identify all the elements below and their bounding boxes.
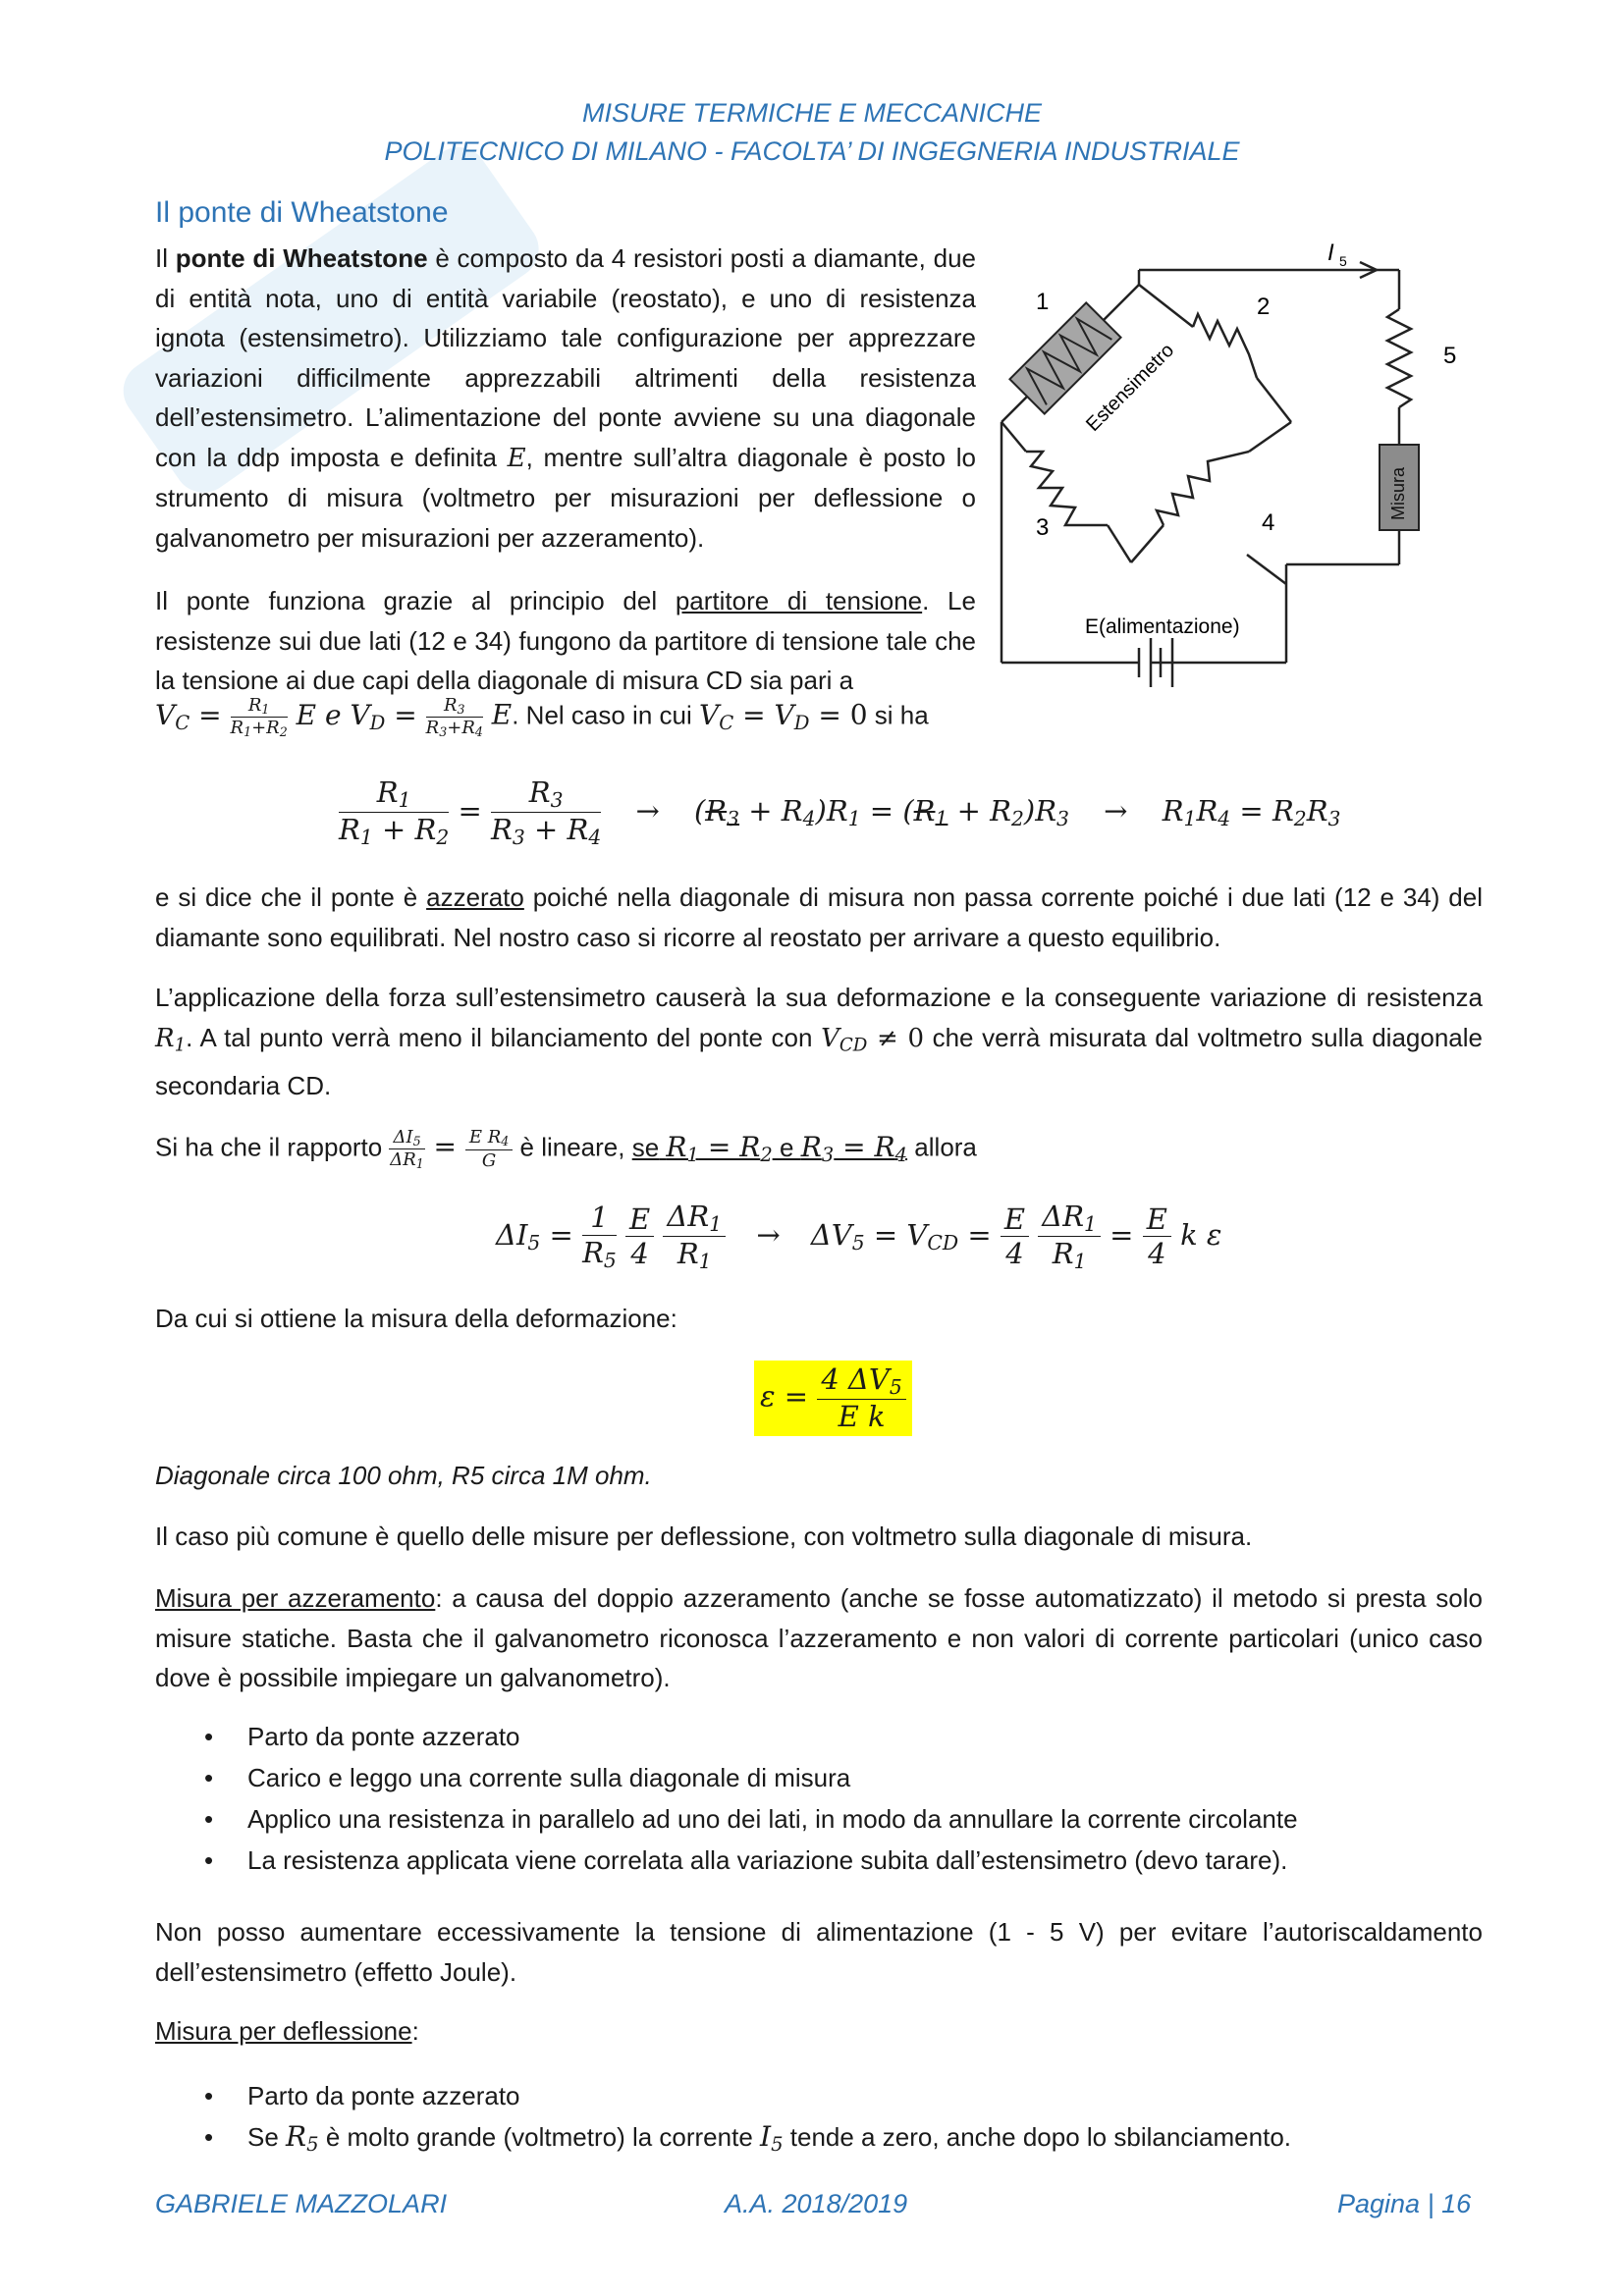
azzerato-paragraph: e si dice che il ponte è azzerato poiché nella diagonale di misura non passa corrente poiché i due lati (12 e 34) del diamante sono equilibrati. Nel nostro caso si ricorre al reostato per arrivare a questo equilibrio. <box>155 882 1483 952</box>
svg-text:E(alimentazione): E(alimentazione) <box>1085 615 1240 638</box>
azzeramento-link: Misura per azzeramento <box>155 1583 436 1613</box>
footer-author: GABRIELE MAZZOLARI <box>155 2189 448 2218</box>
list-item: • Carico e leggo una corrente sulla diagonale di misura <box>204 1757 1481 1798</box>
supply-voltage-paragraph: Non posso aumentare eccessivamente la tensione di alimentazione (1 - 5 V) per evitare l’autoriscaldamento dell’estensimetro (effetto Joule). <box>155 1917 1483 1987</box>
ratio-paragraph: Si ha che il rapporto $\frac{\Delta I_5}{\Delta R_1}$ = $\frac{E R_4}{G}$ è lineare, se $R_1 = R_2$ e $R_3 = R_4$ allora <box>155 1127 977 1172</box>
svg-text:1: 1 <box>1036 289 1050 315</box>
svg-text:3: 3 <box>1036 514 1050 541</box>
intro-paragraph: Il ponte di Wheatstone è composto da 4 resistori posti a diamante, due di entità nota, uno di entità variabile (reostato), e uno di resistenza ignota (estensimetro). Utilizziamo tale configurazione per apprezzare variazioni difficilmente apprezzabili altrimenti della resistenza dell’estensimetro. L’alimentazione del ponte avviene su una diagonale con la ddp imposta e definita E, mentre sull’altra diagonale è posto lo strumento di misura (voltmetro per misurazioni per deflessione o galvanometro per misurazioni per azzeramento). <box>155 243 976 553</box>
deflessione-steps <box>204 2075 1481 2165</box>
svg-text:2: 2 <box>1257 294 1271 320</box>
svg-text:5: 5 <box>1443 343 1457 369</box>
footer-academic-year: A.A. 2018/2019 <box>725 2189 908 2218</box>
svg-text:5: 5 <box>1339 253 1347 269</box>
strain-formula: ε = $\frac{4 \Delta V_5}{\text{E k}}$ <box>754 1361 912 1436</box>
list-item: • Se $R_5$ è molto grande (voltmetro) la corrente $I_5$ tende a zero, anche dopo lo sbilanciamento. <box>204 2116 1481 2165</box>
list-item: • Applico una resistenza in parallelo ad uno dei lati, in modo da annullare la corrente circolante <box>204 1798 1481 1840</box>
result-intro: Da cui si ottiene la misura della deformazione: <box>155 1304 677 1333</box>
svg-text:Misura: Misura <box>1388 466 1408 520</box>
svg-text:4: 4 <box>1262 509 1275 536</box>
azzerato-link: azzerato <box>426 882 524 912</box>
balance-equation: $\frac{R_1}{R_1 + R_2}$ = $\frac{R_3}{R_3 + R_4}$ → $(R_3 + R_4)R_1 = (R_1 + R_2)R_3 \to R_1R_4 = R_2R_3$ <box>339 775 1341 850</box>
header-course-title: MISURE TERMICHE E MECCANICHE <box>581 98 1043 128</box>
list-item: • Parto da ponte azzerato <box>204 1716 1481 1757</box>
footer-page-number: Pagina | 16 <box>1337 2189 1472 2218</box>
section-title: Il ponte di Wheatstone <box>155 196 449 229</box>
header-university: POLITECNICO DI MILANO - FACOLTA’ DI INGEGNERIA INDUSTRIALE <box>384 136 1240 166</box>
azzeramento-paragraph: Misura per azzeramento: a causa del doppio azzeramento (anche se fosse automatizzato) il metodo si presta solo misure statiche. Basta che il galvanometro riconosca l’azzeramento e non valori di corrente particolari (unico caso dove è possibile impiegare un galvanometro). <box>155 1583 1483 1692</box>
deflessione-heading: Misura per deflessione: <box>155 2016 419 2046</box>
partitore-paragraph: Il ponte funziona grazie al principio del partitore di tensione. Le resistenze sui due lati (12 e 34) fungono da partitore di tensione tale che la tensione ai due capi della diagonale di misura CD sia pari a <box>155 586 976 695</box>
deflessione-link: Misura per deflessione <box>155 2016 412 2046</box>
delta-equation: $\Delta I_5$ = $\frac{1}{R_5}$ $\frac{E}{4}$ $\frac{\Delta R_1}{R_1}$ → $\Delta V_5 = V_{CD}$ = $\frac{E}{4}$ $\frac{\Delta R_1}{R_1}$ = $\frac{E}{4}$ k ε <box>496 1200 1222 1274</box>
svg-text:I: I <box>1327 240 1334 266</box>
deformation-paragraph: L’applicazione della forza sull’estensimetro causerà la sua deformazione e la conseguente variazione di resistenza $R_1$. A tal punto verrà meno il bilanciamento del ponte con $V_{CD} \ne 0$ che verrà misurata dal voltmetro sulla diagonale secondaria CD. <box>155 983 1483 1100</box>
svg-text:Estensimetro: Estensimetro <box>1082 339 1179 436</box>
list-item: • Parto da ponte azzerato <box>204 2075 1481 2116</box>
list-item: • La resistenza applicata viene correlata alla variazione subita dall’estensimetro (devo tarare). <box>204 1840 1481 1881</box>
partitore-link: partitore di tensione <box>675 586 923 615</box>
azzeramento-steps <box>204 1716 1481 1881</box>
bold-term: ponte di Wheatstone <box>175 243 428 273</box>
wheatstone-bridge-diagram <box>992 231 1492 712</box>
common-case-paragraph: Il caso più comune è quello delle misure per deflessione, con voltmetro sulla diagonale di misura. <box>155 1522 1253 1551</box>
resistance-note: Diagonale circa 100 ohm, R5 circa 1M ohm. <box>155 1461 652 1490</box>
voltage-formulas: $V_C$ = $\frac{R_1}{R_1+R_2}$ E e $V_D$ = $\frac{R_3}{R_3+R_4}$ E. Nel caso in cui $V_C = V_D = 0$ si ha <box>155 695 929 740</box>
